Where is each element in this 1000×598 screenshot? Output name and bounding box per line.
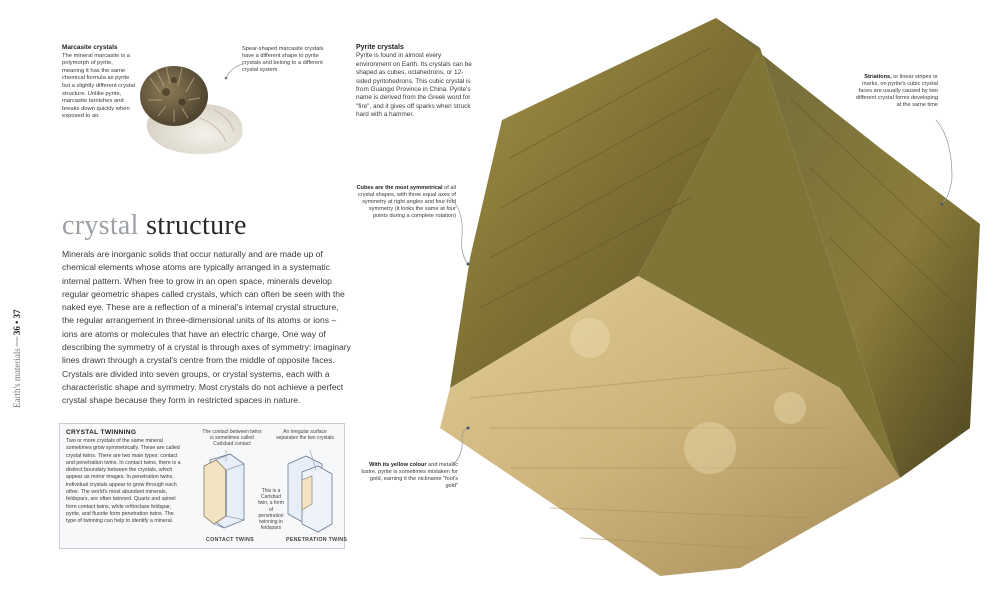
- page-title: [62, 210, 247, 242]
- pyrite-text: Pyrite is found in almost every environment on Earth. Its crystals can be shaped as cubes, octahedrons, or 12-sided pyritohedrons. This cubic crystal is from Guangxi Province in China. Pyrite's name is derived from the Greek word for "fire", and it gives off sparks when struck hard with a hammer.: [356, 52, 472, 119]
- contact-twin-diagram: [196, 450, 258, 534]
- label-carlsbad-twin: This is a Carlsbad twin, a form of penetration twinning in feldspars: [258, 488, 284, 532]
- cubes-leader-line: [446, 196, 472, 268]
- side-folio: [12, 258, 30, 408]
- striations-annotation: Striations, or linear stripes or marks, on pyrite's cubic crystal faces are usually caused by two different crystal forms developing at the same time: [856, 74, 938, 108]
- spear-leader-line: [222, 62, 246, 82]
- cubes-annotation: Cubes are the most symmetrical of all crystal shapes, with three equal axes of symmetry at right angles and four-fold symmetry (it looks the same at four points during a complete rotation): [356, 185, 456, 219]
- label-irregular-surface: An irregular surface separates the two crystals: [276, 429, 334, 442]
- yellow-colour-annotation: With its yellow colour and metallic lustre, pyrite is sometimes mistaken for gold, earning it the nickname "fool's gold": [361, 462, 458, 489]
- page-numbers: 36 • 37: [12, 309, 22, 336]
- label-contact-top: The contact between twins is sometimes called Carlsbad contact: [202, 429, 262, 448]
- crystal-twinning-panel: [59, 423, 348, 549]
- twinning-text: Two or more crystals of the same mineral sometimes grow symmetrically. These are called crystal twins. There are two main types: contact and penetration twins. In contact twins, there is a distinct boundary between the crystals, which appear as mirror images. In penetration twins, individual crystals appear to grow through each other. The world's most abundant minerals, feldspars, are often twinned. Quartz and spinel form contact twins, while orthoclase feldspar, pyrite, and fluorite form penetration twins. The type of twinning can help to identify a mineral.: [66, 438, 181, 525]
- section-name: Earth's materials: [12, 348, 22, 408]
- spear-label: Spear-shaped marcasite crystals have a different shape to pyrite crystals and belong to a different crystal system: [242, 46, 324, 73]
- page-title-light: crystal: [62, 210, 139, 241]
- marcasite-text: The mineral marcasite is a polymorph of pyrite, meaning it has the same chemical formula as pyrite but a slightly different crystal structure. Unlike pyrite, marcasite tarnishes and breaks down quickly when exposed to air.: [62, 52, 136, 120]
- yellow-leader-line: [448, 424, 474, 468]
- striations-leader-line: [930, 118, 960, 208]
- page-title-dark: structure: [146, 210, 247, 241]
- pyrite-title: Pyrite crystals: [356, 44, 404, 51]
- marcasite-caption: [62, 44, 136, 121]
- intro-body-text: Minerals are inorganic solids that occur naturally and are made up of chemical elements whose atoms are typically arranged in a systematic internal pattern. When free to grow in an open space, minerals develop regular geometric shapes called crystals, which can often be seen with the naked eye. These are a reflection of a mineral's internal crystal structure, the regular arrangement in three-dimensional units of its atoms or ions – ions are atoms or molecules that have an electric charge. One way of describing the symmetry of a crystal is through axes of symmetry: imaginary lines drawn through a crystal's centre from the middle of opposite faces. Crystals are divided into seven groups, or crystal systems, each with a characteristic shape and symmetry. Most crystals do not achieve a perfect crystal shape because they form in restricted spaces in nature.: [62, 249, 351, 406]
- caption-penetration-twins: PENETRATION TWINS: [286, 537, 348, 543]
- folio-divider: [17, 337, 18, 347]
- twinning-title: CRYSTAL TWINNING: [66, 429, 137, 436]
- caption-contact-twins: CONTACT TWINS: [206, 537, 254, 543]
- marcasite-title: Marcasite crystals: [62, 44, 118, 51]
